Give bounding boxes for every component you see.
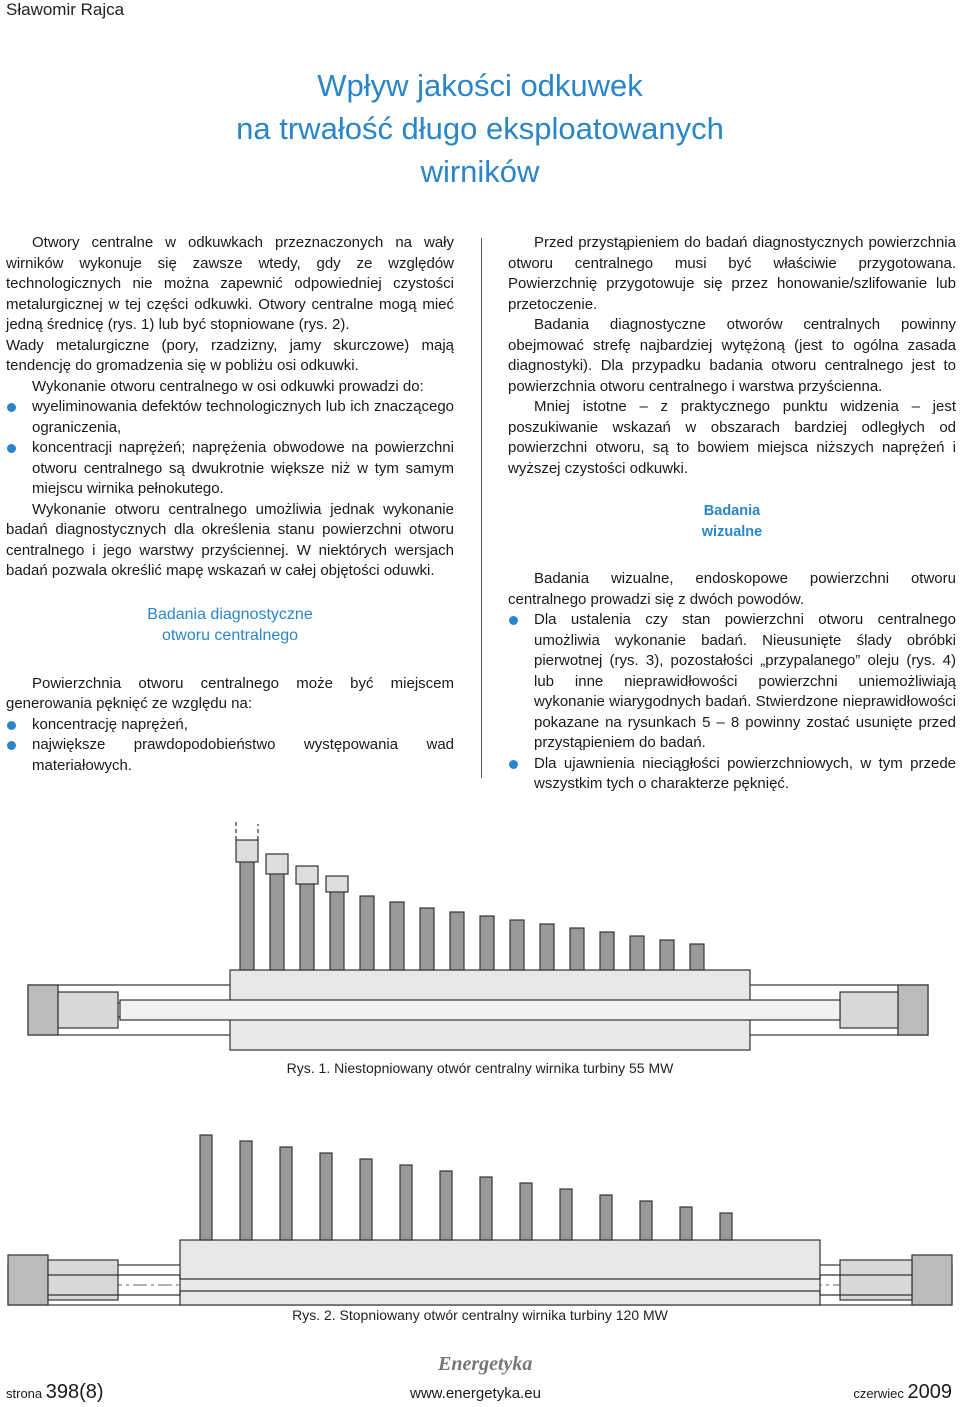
page-number-value: 398(8) (45, 1381, 104, 1403)
bullet-list (508, 610, 956, 795)
list-item: największe prawdopodobieństwo występowania wad materiałowych. (6, 735, 454, 776)
bullet-list (6, 397, 454, 500)
figure-rotor-55mw (0, 820, 960, 1060)
left-column (6, 233, 454, 776)
paragraph: Wykonanie otworu centralnego umożliwia jednak wykonanie badań diagnostycznych dla określenia stanu powierzchni otworu centralnego i jego warstwy przyściennej. W niektórych wersjach badań pozwala określić mapę wskazań w całej objętości oduwki. (6, 500, 454, 579)
list-item: koncentracji naprężeń; naprężenia obwodowe na powierzchni otworu centralnego są dwukrotnie większe niż w tym samym miejscu wirnika pełnokutego. (6, 438, 454, 500)
bullet-list (6, 715, 454, 777)
list-item: koncentrację naprężeń, (6, 715, 454, 736)
section-heading (508, 501, 956, 543)
section-heading (6, 604, 454, 646)
paragraph: Wykonanie otworu centralnego w osi odkuwki prowadzi do: (32, 377, 424, 395)
figure-caption: Rys. 2. Stopniowany otwór centralny wirnika turbiny 120 MW (292, 1307, 668, 1323)
logo-text: Energetyka (438, 1353, 533, 1375)
article-title (0, 64, 960, 193)
list-item: Dla ustalenia czy stan powierzchni otworu centralnego umożliwia wykonanie badań. Nieusunięte ślady obróbki pierwotnej (rys. 3), pozostałości „przypalanego” oleju (rys. 4) lub inne nieprawidłowości powierzchni uniemożliwiają wykonanie wiarygodnych badań. Stwierdzone nieprawidłowości pokazane na rysunkach 5 – 8 powinny zostać usunięte przed przystąpieniem do badań. (508, 610, 956, 754)
paragraph: Powierzchnia otworu centralnego może być miejscem generowania pęknięć ze względu na: (6, 674, 454, 712)
page-prefix: strona (6, 1386, 46, 1401)
title-line: wirników (420, 154, 540, 189)
paragraph: Badania diagnostyczne otworów centralnych powinny obejmować strefę najbardziej wytężoną (jest to ogólna zasada diagnostyki). Dla przypadku badania otworu centralnego jest to powierzchnia otworu centralnego i warstwa przyścienna. (508, 316, 956, 395)
figure-caption: Rys. 1. Niestopniowany otwór centralny wirnika turbiny 55 MW (286, 1060, 674, 1076)
column-divider (481, 238, 482, 778)
section-heading-line: otworu centralnego (161, 626, 299, 644)
paragraph: Przed przystąpieniem do badań diagnostycznych powierzchnia otworu centralnego musi być właściwie przygotowana. Powierzchnię przygotowuje się przez honowanie/szlifowanie lub przetoczenie. (508, 234, 956, 313)
author-name: Sławomir Rajca (6, 0, 125, 19)
title-line: Wpływ jakości odkuwek (317, 68, 643, 103)
paragraph: Otwory centralne w odkuwkach przeznaczonych na wały wirników wykonuje się zawsze wtedy, gdy ze względów technologicznych nie można zapewnić odpowiedniej czystości metalurgicznej w tej części odkuwki. Otwory centralne mogą mieć jedną średnicę (rys. 1) lub być stopniowane (rys. 2). (6, 234, 454, 333)
right-column (508, 233, 956, 795)
figure-rotor-120mw (0, 1115, 960, 1315)
energetyka-logo (436, 1348, 536, 1378)
paragraph: Badania wizualne, endoskopowe powierzchni otworu centralnego prowadzi się z dwóch powodów. (508, 570, 956, 608)
list-item: Dla ujawnienia nieciągłości powierzchniowych, w tym przede wszystkim tych o charakterze pęknięć. (508, 754, 956, 795)
page-number (6, 1381, 104, 1404)
issue-month: czerwiec (853, 1386, 908, 1401)
paragraph: Mniej istotne – z praktycznego punktu widzenia – jest poszukiwanie wskazań w obszarach bardziej odległych od powierzchni otworu, są to bowiem miejsca niższych naprężeń i wyższej czystości odkuwki. (508, 398, 956, 477)
title-line: na trwałość długo eksploatowanych (236, 111, 724, 146)
section-heading-line: Badania diagnostyczne (147, 605, 313, 623)
section-heading-line: Badania (703, 503, 761, 519)
issue-year: 2009 (907, 1381, 952, 1403)
issue-date (853, 1381, 952, 1404)
website-link[interactable]: www.energetyka.eu (410, 1385, 541, 1402)
section-heading-line: wizualne (701, 524, 763, 540)
paragraph: Wady metalurgiczne (pory, rzadzizny, jamy skurczowe) mają tendencję do gromadzenia się w pobliżu osi odkuwki. (6, 336, 454, 374)
list-item: wyeliminowania defektów technologicznych lub ich znaczącego ograniczenia, (6, 397, 454, 438)
